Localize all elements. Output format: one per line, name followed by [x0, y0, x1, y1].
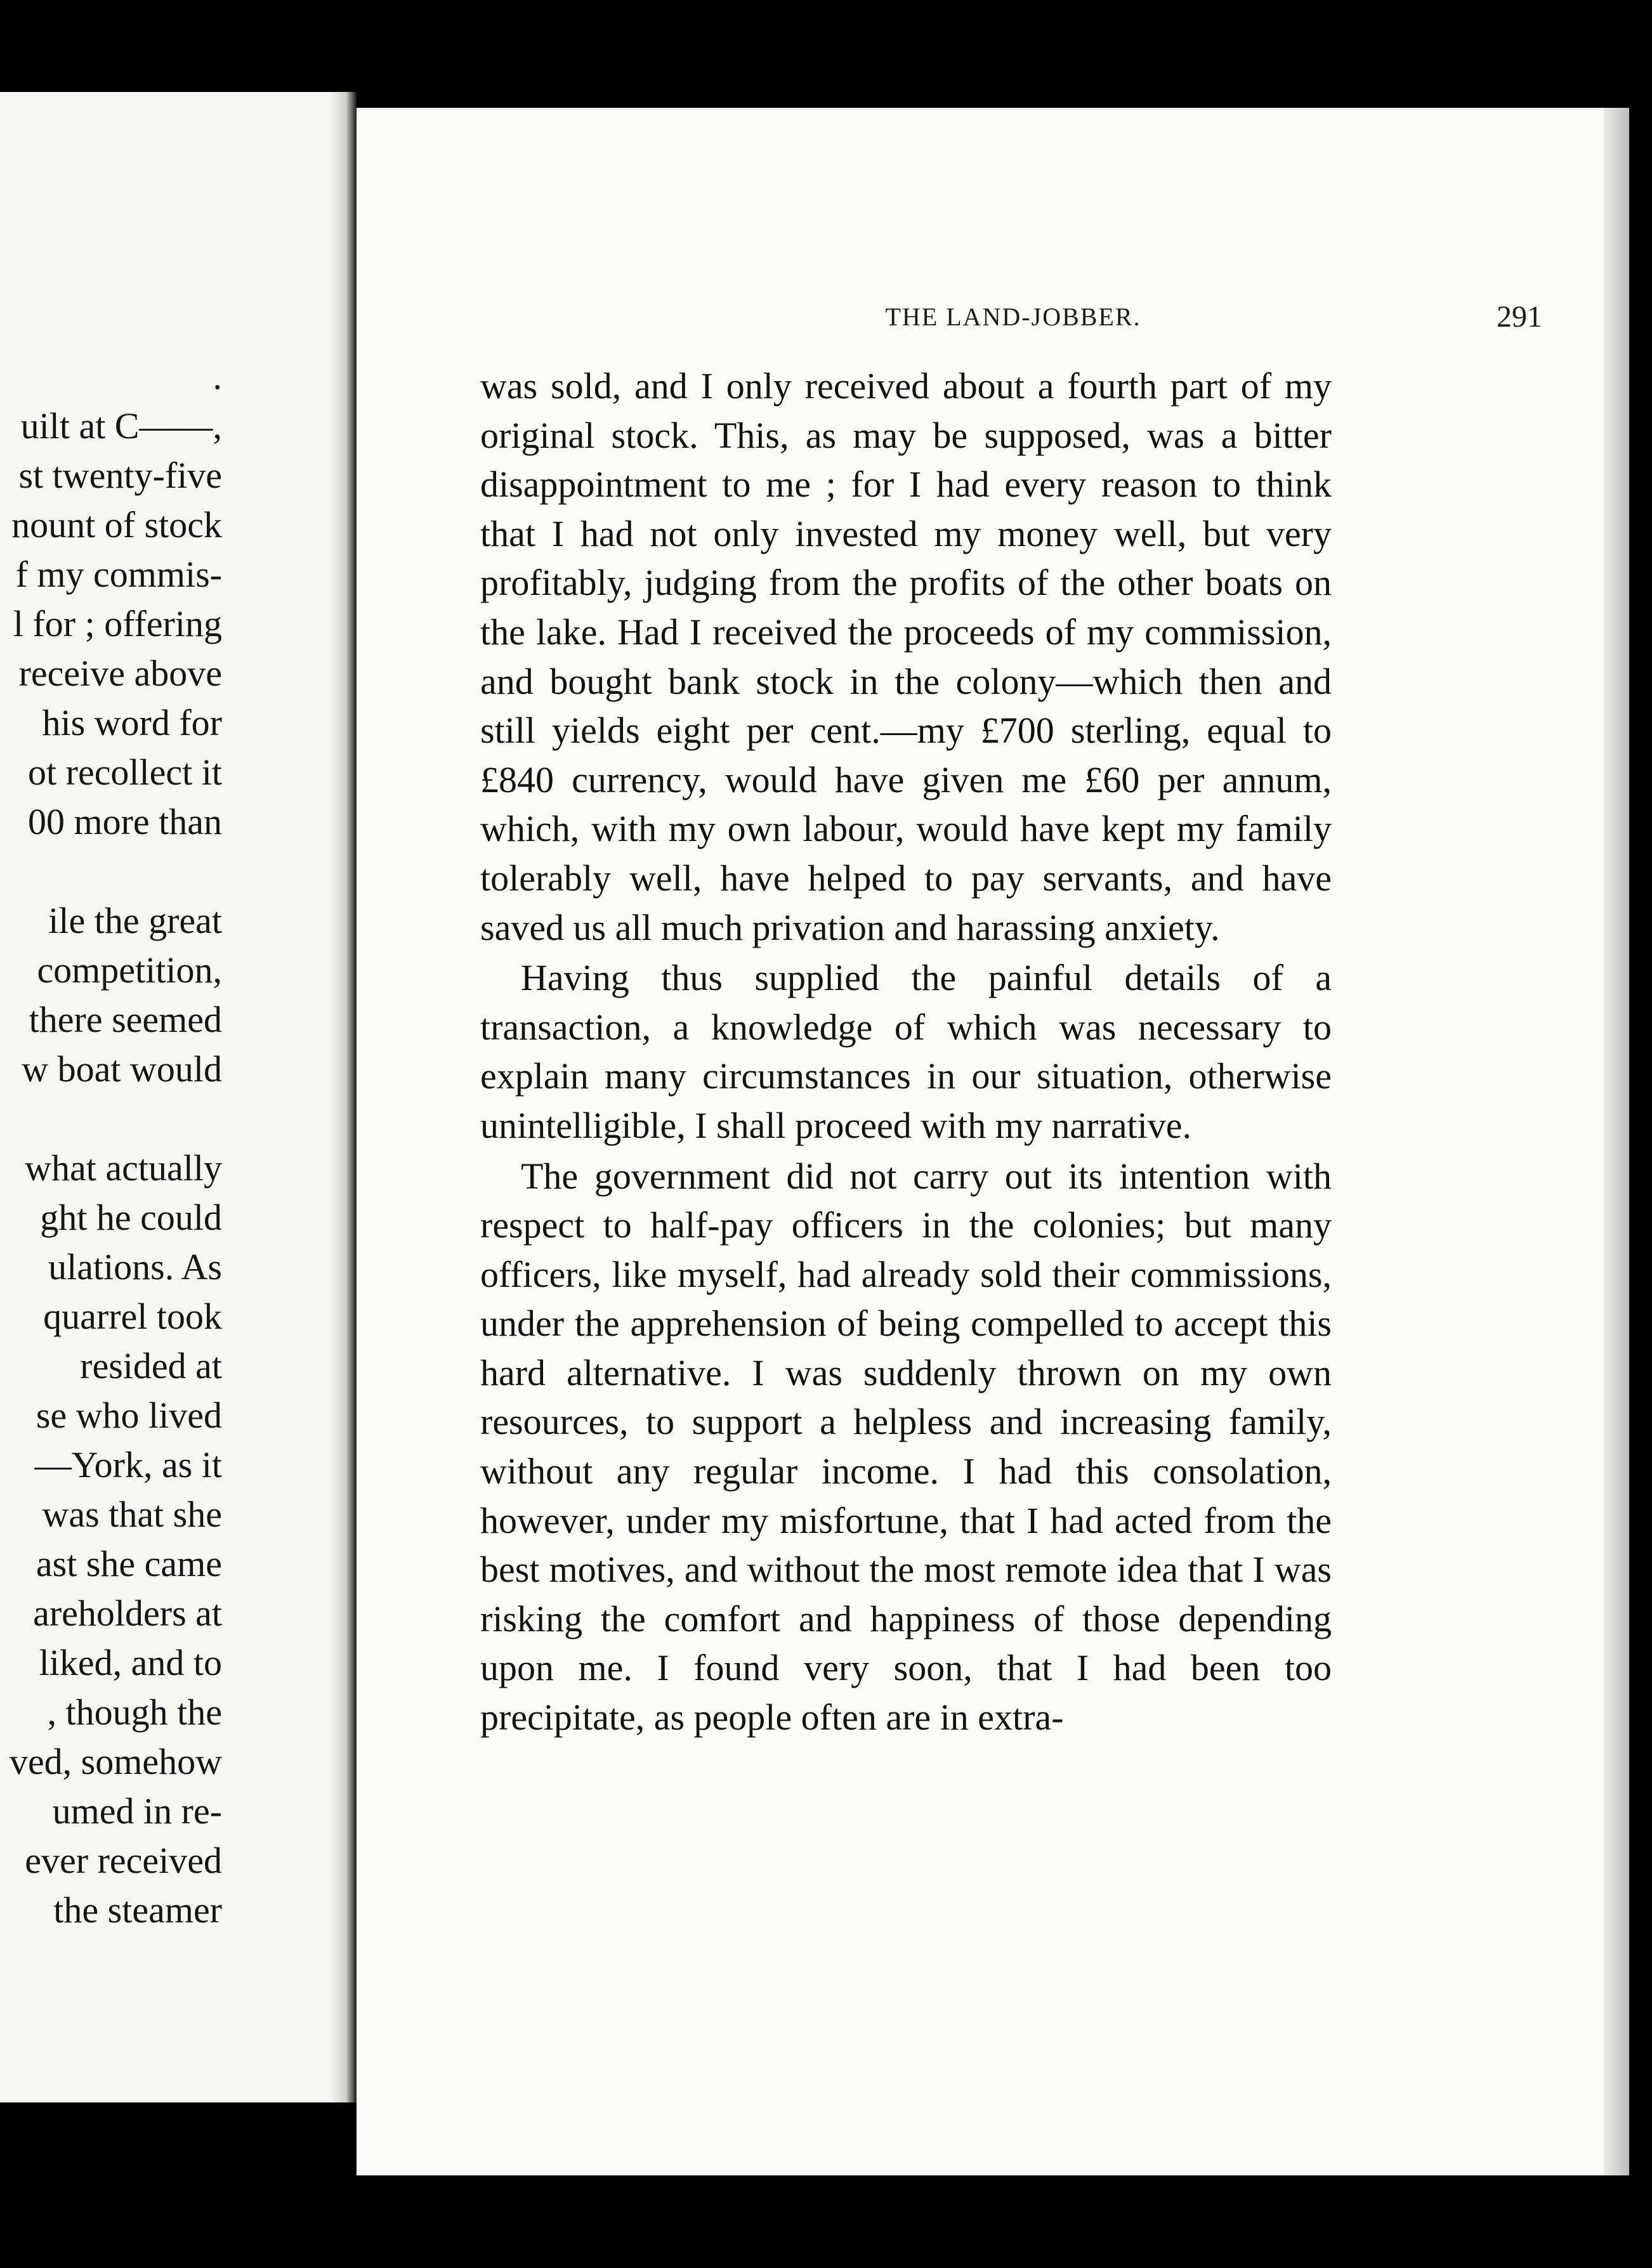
- left-page-line: nount of stock: [11, 504, 222, 545]
- left-page-line: st twenty-five: [18, 455, 222, 496]
- left-page-line: quarrel took: [43, 1296, 222, 1337]
- left-page-line: se who lived: [36, 1395, 222, 1436]
- left-page: [0, 92, 349, 2102]
- left-page-line: competition,: [37, 949, 222, 991]
- left-page-line: ast she came: [36, 1543, 222, 1584]
- left-page-line: —York, as it: [34, 1444, 222, 1485]
- left-page-line: w boat would: [22, 1048, 222, 1090]
- page-edge: [1604, 108, 1629, 2175]
- right-page: [357, 108, 1604, 2175]
- left-page-text: [0, 352, 222, 1935]
- left-page-line: [0, 847, 222, 896]
- page-header: [487, 292, 1604, 342]
- book-gutter: [330, 92, 357, 2102]
- body-text: [480, 362, 1332, 1742]
- left-page-line: areholders at: [33, 1593, 222, 1634]
- page-number: 291: [1497, 300, 1542, 334]
- left-page-line: ght he could: [40, 1197, 222, 1238]
- left-page-line: ever received: [25, 1840, 222, 1881]
- paragraph-1: was sold, and I only received about a fourth part of my original stock. This, as may be supposed, was a bitter disappointment to me ; for I had every reason to think that I had not only invested my money well, but very profitably, judging from the profits of the other boats on the lake. Had I received the proceeds of my commission, and bought bank stock in the colony—which then and still yields eight per cent.—my £700 sterling, equal to £840 currency, would have given me £60 per annum, which, with my own labour, would have kept my family tolerably well, have helped to pay servants, and have saved us all much privation and harassing anxiety.: [480, 365, 1332, 948]
- running-title: THE LAND-JOBBER.: [885, 303, 1141, 331]
- left-page-line: [0, 1094, 222, 1144]
- left-page-line: l for ; offering: [13, 603, 222, 644]
- paragraph-3: The government did not carry out its intention with respect to half-pay officers in the colonies; but many officers, like myself, had already sold their commissions, under the apprehension of being compelled to accept this hard alternative. I was suddenly thrown on my own resources, to support a helpless and increasing family, without any regular income. I had this consolation, however, under my misfortune, that I had acted from the best motives, and without the most remote idea that I was risking the comfort and happiness of those depending upon me. I found very soon, that I had been too precipitate, as people often are in extra-: [480, 1155, 1332, 1738]
- left-page-line: f my commis-: [15, 554, 222, 595]
- left-page-line: his word for: [42, 702, 222, 743]
- left-page-line: ot recollect it: [28, 752, 222, 793]
- left-page-line: ulations. As: [48, 1246, 222, 1287]
- left-page-line: uilt at C——,: [20, 405, 222, 446]
- left-page-line: , though the: [47, 1691, 222, 1733]
- left-page-line: resided at: [80, 1345, 222, 1386]
- left-page-line: ile the great: [48, 900, 222, 941]
- left-page-line: what actually: [25, 1147, 222, 1189]
- left-page-line: the steamer: [53, 1889, 222, 1931]
- paragraph-2: Having thus supplied the painful details of a transaction, a knowledge of which was necessary to explain many circumstances in our situation, otherwise unintelligible, I shall proceed with my narrative.: [480, 957, 1332, 1146]
- left-page-line: 00 more than: [27, 801, 222, 842]
- left-page-line: umed in re-: [52, 1790, 222, 1832]
- left-page-line: receive above: [18, 653, 222, 694]
- left-page-line: liked, and to: [39, 1642, 222, 1683]
- left-page-line: there seemed: [29, 999, 222, 1040]
- left-page-line: was that she: [42, 1494, 222, 1535]
- left-page-line: .: [213, 356, 222, 397]
- left-page-line: ved, somehow: [9, 1741, 222, 1782]
